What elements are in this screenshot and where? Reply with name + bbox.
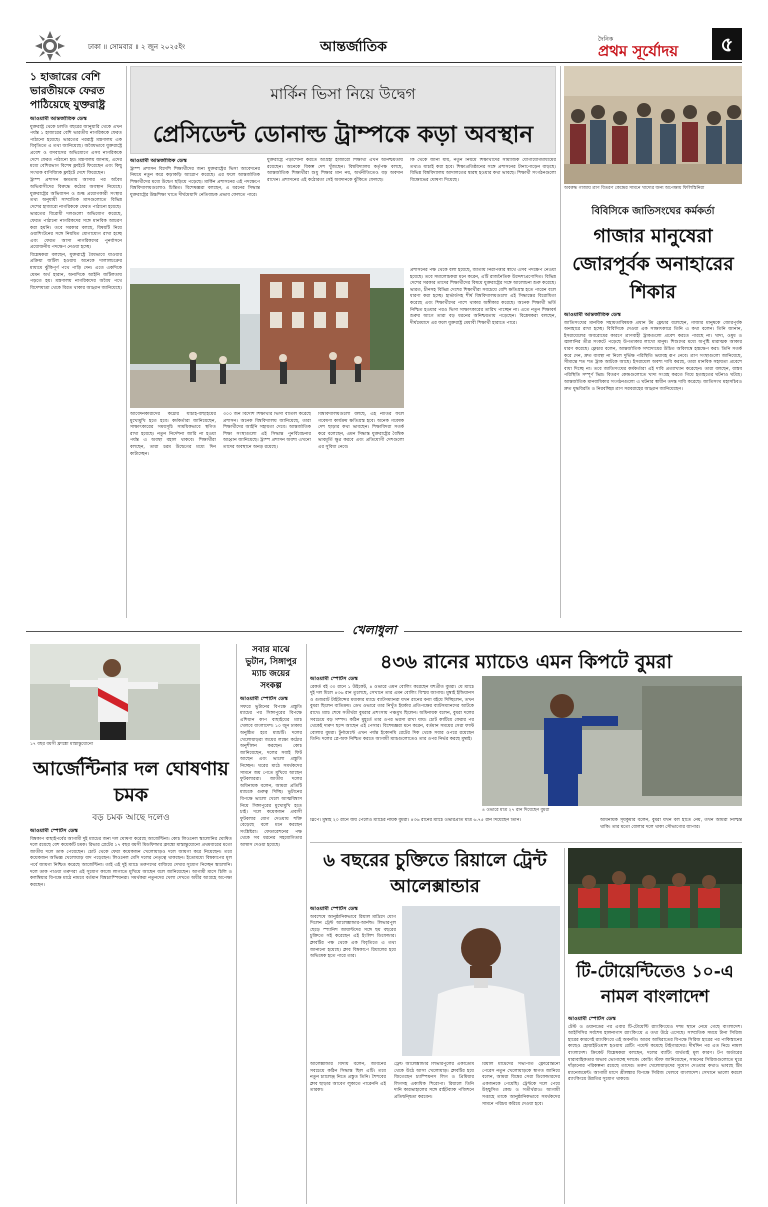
dateline: ঢাকা ॥ সোমবার ॥ ২ জুন ২০২৫ইং bbox=[88, 43, 186, 51]
university-photo bbox=[130, 268, 404, 408]
gaza-photo-caption: অবরুদ্ধ গাজায় ত্রাণ বিতরণ কেন্দ্রের সামনে খাদ্যের জন্য অপেক্ষায় ফিলিস্তিনিরা bbox=[564, 186, 705, 191]
brand-small: দৈনিক bbox=[598, 36, 614, 43]
left-story-para: যুক্তরাষ্ট্র থেকে চলতি বছরের জানুয়ারি থেকে এখন পর্যন্ত ১ হাজারের বেশি ভারতীয় নাগরিককে ফেরত পাঠানো হয়েছে। ভারতের পররাষ্ট্র মন্ত্রণালয় এক বিবৃতিতে এ তথ্য জানিয়েছে। অবৈধভাবে যুক্তরাষ্ট্রে প্রবেশ ও বসবাসের অভিযোগে এসব নাগরিককে দেশে ফেরত পাঠানো হয়। মন্ত্রণালয় জানায়, এদের মধ্যে বেশিরভাগ বিশেষ ফ্লাইটে ফিরেছেন এবং কিছু সংখ্যক বাণিজ্যিক ফ্লাইটে দেশে ফিরেছেন। bbox=[30, 124, 122, 176]
bumrah-body: রেকর্ড বই ৩০ রানে ১ উইকেট, ৪ ওভারে এমন বোলিং করেছেন যশপ্রীত বুমরা। যে ম্যাচে দুই দল মিলে ৪৩৬ রান তুলেছে, সেখানে তার এমন বোলিং বিস্ময় জাগায়। মুম্বাই ইন্ডিয়ানস ও গুজরাট টাইটান্সের মধ্যকার ম্যাচে ব্যাটসম্যানরা যখন রানের বন্যা বইয়ে দিচ্ছিলেন, তখন বুমরা ছিলেন ব্যতিক্রম। ডেথ ওভারে তার নিখুঁত ইয়র্কার প্রতিপক্ষের ব্যাটসম্যানদের আটকে রাখে। ম্যাচ শেষে সতীর্থরা বুমরার প্রশংসায় পঞ্চমুখ ছিলেন। অধিনায়ক বলেন, বুমরা দলের সবচেয়ে বড় সম্পদ। কঠিন মুহূর্তে তার ওপর ভরসা রাখা যায়। চোট কাটিয়ে ফেরার পর থেকেই দারুণ ছন্দে আছেন এই পেসার। বিশেষজ্ঞরা মনে করেন, বর্তমান সময়ের সেরা ফাস্ট বোলার বুমরা। টুর্নামেন্টে এখন পর্যন্ত ইকোনমি রেটের দিক থেকে সবার ওপরে রয়েছেন তিনি। দলের প্লে-অফ নিশ্চিত করতে আগামী ম্যাচগুলোতেও তার ওপর নির্ভর করছে মুম্বাই। bbox=[310, 684, 474, 743]
top-story-long-col: প্রশাসনের পক্ষ থেকে বলা হয়েছে, জাতীয় নিরাপত্তার স্বার্থে এসব পদক্ষেপ নেওয়া হয়েছে। তবে সমালোচকরা মনে করেন, এটি রাজনৈতিক উদ্দেশ্যপ্রণোদিত। বিভিন্ন দেশের সরকার তাদের শিক্ষার্থীদের বিষয়ে যুক্তরাষ্ট্রের সঙ্গে আলোচনা শুরু করেছে। ভারত, চীনসহ বিভিন্ন দেশের শিক্ষার্থীরা সবচেয়ে বেশি ক্ষতিগ্রস্ত হতে পারেন বলে ধারণা করা হচ্ছে। হার্ভার্ডসহ শীর্ষ বিশ্ববিদ্যালয়গুলো এই সিদ্ধান্তের বিরোধিতা করেছে এবং শিক্ষার্থীদের পাশে থাকার অঙ্গীকার করেছে। অনেক শিক্ষার্থী ভর্তি নিশ্চিত হওয়ার পরও ভিসা সাক্ষাৎকারের তারিখ পাচ্ছেন না। এতে নতুন শিক্ষাবর্ষ শুরুর আগে তারা বড় ধরনের অনিশ্চয়তায় পড়েছেন। বিশ্লেষকরা বলছেন, দীর্ঘমেয়াদে এর ফলে যুক্তরাষ্ট্র মেধাবী শিক্ষার্থী হারাতে পারে। bbox=[410, 268, 556, 326]
left-story bbox=[30, 70, 122, 618]
gaza-text bbox=[564, 312, 742, 618]
left-story-headline: ১ হাজারের বেশি ভারতীয়কে ফেরত পাঠিয়েছে যুক্তরাষ্ট্র bbox=[30, 71, 106, 111]
column-divider bbox=[126, 66, 127, 618]
trent-col3: রিয়াল মাদ্রিদের সভাপতি ফ্লোরেন্তিনো পেরেস নতুন খেলোয়াড়কে স্বাগত জানিয়ে বলেন, আমরা বিশ্বের সেরা ডিফেন্ডারদের একজনকে পেয়েছি। ট্রেন্টকে দলে পেয়ে উচ্ছ্বসিত কোচ ও সতীর্থরাও। আগামী সপ্তাহে তাকে আনুষ্ঠানিকভাবে সমর্থকদের সামনে পরিচয় করিয়ে দেওয়া হবে। bbox=[482, 1062, 560, 1107]
bumrah-tail2: অধিনায়ক সূর্যকুমার বলেন, বুমরা যখন বল হাতে নেয়, তখন আমরা নিশ্চিন্ত থাকি। তার মতো বোলার দলে থাকা সৌভাগ্যের ব্যাপার। bbox=[600, 818, 742, 830]
top-story-col3: কি থেকে জানা যায়, নতুন নিয়মে শিক্ষার্থীদের সামাজিক যোগাযোগমাধ্যমের তথ্যও যাচাই করা হবে। শিক্ষাপ্রতিষ্ঠানের সঙ্গে প্রশাসনের টানাপোড়েন বাড়ছে। বিভিন্ন বিশ্ববিদ্যালয় আদালতের দ্বারস্থ হওয়ার কথা ভাবছে। শিক্ষার্থী সংগঠনগুলো বিক্ষোভের ঘোষণা দিয়েছে। bbox=[410, 158, 556, 183]
trent-body: অবশেষে আনুষ্ঠানিকভাবে রিয়াল মাদ্রিদে যোগ দিলেন ট্রেন্ট আলেক্সান্ডার-আর্নল্ড। লিভারপুল ছেড়ে স্প্যানিশ জায়ান্টদের সঙ্গে ছয় বছরের চুক্তিতে সই করেছেন এই ইংলিশ ডিফেন্ডার। ক্লাবটির পক্ষ থেকে এক বিবৃতিতে এ তথ্য জানানো হয়েছে। ক্লাব বিশ্বকাপে রিয়ালের হয়ে অভিষেক হতে পারে তার। bbox=[310, 914, 396, 960]
t20-photo bbox=[568, 848, 742, 954]
gaza-story bbox=[564, 66, 742, 618]
left-story-text bbox=[30, 116, 122, 594]
trent-byline: আওয়ামী স্পোর্টস ডেস্ক bbox=[310, 906, 358, 912]
argentina-subhead: বড় চমক আছে দলেও bbox=[92, 813, 170, 823]
gaza-headline: গাজার মানুষেরা জোরপূর্বক অনাহারের শিকার bbox=[572, 225, 734, 303]
gaza-byline: আওয়ামী আন্তর্জাতিক ডেস্ক bbox=[564, 312, 621, 318]
trent-text bbox=[310, 906, 396, 1042]
bumrah-tail1: স্লিপে। মুম্বাই ২০ রানে জয় পেলেও ম্যাচের নায়ক বুমরা। ৪৩৬ রানের ম্যাচে ওভারপ্রতি মাত্র ৬.৭৫ রান দিয়েছেন তিনি। bbox=[310, 818, 521, 823]
t20-text bbox=[568, 1016, 742, 1204]
top-story-headline: প্রেসিডেন্ট ডোনাল্ড ট্রাম্পকে কড়া অবস্থান bbox=[152, 122, 534, 148]
column-divider bbox=[564, 848, 565, 1204]
column-divider bbox=[236, 644, 237, 1204]
left-story-byline: আওয়ামী আন্তর্জাতিক ডেস্ক bbox=[30, 116, 87, 122]
argentina-text bbox=[30, 828, 232, 1204]
column-divider bbox=[560, 66, 561, 618]
column-divider bbox=[306, 644, 307, 1204]
top-story-lower-col2: ৩০০ জন বিদেশি শিক্ষার্থীর ভিসা বাতিল করেছে প্রশাসন। অনেক বিশ্ববিদ্যালয় জানিয়েছে, তারা শিক্ষার্থীদের আইনি সহায়তা দেবে। আন্তর্জাতিক শিক্ষা সংস্থাগুলো এই সিদ্ধান্ত পুনর্বিবেচনার আহ্বান জানিয়েছে। ট্রাম্প প্রশাসন অবশ্য এখনো তাদের অবস্থানে অনড় রয়েছে। bbox=[223, 412, 311, 450]
top-story-col1-text: ট্রাম্প প্রশাসন বিদেশি শিক্ষার্থীদের জন্য যুক্তরাষ্ট্রের ভিসা আবেদনের নিয়মে নতুন করে কড়াকড়ি আরোপ করেছে। এর ফলে আন্তর্জাতিক শিক্ষার্থীদের মধ্যে উদ্বেগ ছড়িয়ে পড়েছে। মার্কিন প্রশাসনের এই পদক্ষেপে বিশ্ববিদ্যালয়গুলোও চিন্তিত। বিশেষজ্ঞরা বলছেন, এ ধরনের সিদ্ধান্ত যুক্তরাষ্ট্রের উচ্চশিক্ষা খাতে দীর্ঘমেয়াদি নেতিবাচক প্রভাব ফেলতে পারে। bbox=[130, 166, 260, 198]
bhutan-body: সফরে ভুটানের বিপক্ষে প্রস্তুতি ম্যাচের পর সিঙ্গাপুরের বিপক্ষে এশিয়ান কাপ বাছাইয়ের ম্যাচ খেলবে বাংলাদেশ। ১০ জুন ঢাকায় অনুষ্ঠিত হবে ম্যাচটি। দলের খেলোয়াড়রা জয়ের লক্ষ্যে কঠোর অনুশীলন করছেন। কোচ জানিয়েছেন, দলের সবাই ফিট আছেন এবং ভালো প্রস্তুতি নিচ্ছেন। ঘরের মাঠে সমর্থকদের সামনে জয় পেতে মুখিয়ে আছেন ফুটবলাররা। জাতীয় দলের অধিনায়ক বলেন, আমরা প্রতিটি ম্যাচকে গুরুত্ব দিচ্ছি। ভুটানের বিপক্ষে ভালো খেলে আত্মবিশ্বাস নিয়ে সিঙ্গাপুরের মুখোমুখি হতে চাই। দলে কয়েকজন প্রবাসী ফুটবলার যোগ দেওয়ায় শক্তি বেড়েছে বলে মনে করছেন সংশ্লিষ্টরা। ফেডারেশনের পক্ষ থেকে সব ধরনের সহযোগিতার আশ্বাস দেওয়া হয়েছে। bbox=[240, 704, 302, 849]
t20-story bbox=[568, 848, 742, 1204]
argentina-photo-caption: ১৭ বছর বয়সী ফ্রাঙ্কো মাস্তান্তুয়োনো bbox=[30, 742, 93, 747]
top-story-lower-col3: বিশ্ববিদ্যালয়গুলো বলছে, এই নীতির ফলে গবেষণা কার্যক্রম ক্ষতিগ্রস্ত হবে। অনেক গবেষক দেশ ছাড়ার কথা ভাবছেন। শিক্ষাবিদরা সতর্ক করে বলেছেন, এমন সিদ্ধান্ত যুক্তরাষ্ট্রের বৈশ্বিক ভাবমূর্তি ক্ষুণ্ণ করবে এবং প্রতিযোগী দেশগুলো এর সুবিধা নেবে। bbox=[318, 412, 404, 450]
t20-headline: টি-টোয়েন্টিতেও ১০-এ নামল বাংলাদেশ bbox=[576, 962, 734, 1007]
trent-caption-col: আলেক্সান্ডার বিদায় বলেন, জীবনের সবচেয়ে কঠিন সিদ্ধান্ত ছিল এটি। তবে নতুন চ্যালেঞ্জ নিতে প্রস্তুত তিনি। শৈশবের ক্লাব ছাড়ার আবেগ লুকাতে পারেননি এই তারকা। bbox=[310, 1062, 386, 1094]
bhutan-byline: আওয়ামী স্পোর্টস ডেস্ক bbox=[240, 696, 288, 702]
sports-section-title: খেলাধুলা bbox=[344, 622, 404, 642]
masthead bbox=[0, 0, 768, 62]
gaza-kicker: বিবিসিকে জাতিসংঘের কর্মকর্তা bbox=[591, 206, 715, 217]
trent-col2: ট্রেন্ট আলেক্সান্ডার লিভারপুলের একাডেমি থেকে উঠে আসা খেলোয়াড়। ক্লাবটির হয়ে জিতেছেন চ্যাম্পিয়নস লিগ ও প্রিমিয়ার লিগসহ একাধিক শিরোপা। রিয়ালে তিনি দানি কারভাহালের সঙ্গে রাইটব্যাক পজিশনে প্রতিদ্বন্দ্বিতা করবেন। bbox=[394, 1062, 474, 1100]
section-title: আন্তর্জাতিক bbox=[320, 39, 387, 55]
page-number-box bbox=[712, 28, 742, 60]
top-story-col1 bbox=[130, 158, 260, 266]
argentina-headline: আর্জেন্টিনার দল ঘোষণায় চমক bbox=[33, 758, 229, 806]
top-story-kicker: মার্কিন ভিসা নিয়ে উদ্বেগ bbox=[270, 85, 416, 103]
trent-photo bbox=[402, 906, 560, 1056]
bumrah-photo-caption: ৪ ওভারে মাত্র ২৭ রান দিয়েছেন বুমরা bbox=[482, 808, 550, 813]
argentina-byline: আওয়ামী স্পোর্টস ডেস্ক bbox=[30, 828, 78, 834]
left-story-para: বিশ্লেষকরা বলছেন, যুক্তরাষ্ট্রে বৈধভাবে যাওয়ার প্রক্রিয়া জটিল হওয়ায় অনেকে দালালচক্রের মাধ্যমে ঝুঁকিপূর্ণ পথে পাড়ি দেন। এতে একদিকে যেমন অর্থ হারান, অন্যদিকে আইনি জটিলতায় পড়তে হয়। মন্ত্রণালয় নাগরিকদের অবৈধ পথে বিদেশযাত্রা থেকে বিরত থাকার আহ্বান জানিয়েছে। bbox=[30, 252, 122, 291]
brand-name: প্রথম সূর্যোদয় bbox=[598, 42, 679, 60]
bumrah-story bbox=[310, 644, 742, 840]
top-story bbox=[130, 66, 556, 618]
top-story-headline-box bbox=[130, 66, 556, 154]
bumrah-photo bbox=[482, 676, 742, 806]
section-divider bbox=[310, 842, 742, 843]
gaza-photo bbox=[564, 66, 742, 184]
sun-logo-icon bbox=[34, 30, 66, 62]
trent-headline: ৬ বছরের চুক্তিতে রিয়ালে ট্রেন্ট আলেক্সান্ডার bbox=[323, 850, 547, 897]
left-story-para: ভারতের বিরোধী দলগুলো অভিযোগ করেছে, ফেরত পাঠানো নাগরিকদের সঙ্গে মানবিক আচরণ করা হয়নি। তবে সরকার বলছে, বিষয়টি নিয়ে ওয়াশিংটনের সঙ্গে নিয়মিত যোগাযোগ রাখা হচ্ছে এবং ফেরত আসা নাগরিকদের পুনর্বাসনে প্রয়োজনীয় পদক্ষেপ নেওয়া হচ্ছে। bbox=[30, 212, 122, 251]
bhutan-story bbox=[240, 644, 302, 1204]
masthead-rule bbox=[26, 62, 742, 63]
bhutan-headline: সবার মাঝে ভুটান, সিঙ্গাপুর ম্যাচ জয়ের সংকল্প bbox=[245, 645, 297, 691]
trent-story bbox=[310, 848, 560, 1204]
argentina-body: বিশ্বকাপ বাছাইপর্বের আগামী দুই ম্যাচের জন্য দল ঘোষণা করেছে আর্জেন্টিনা। কোচ লিওনেল স্কালোনির ঘোষিত দলে রয়েছে বেশ কয়েকটি চমক। রিভার প্লেটের ১৭ বছর বয়সী মিডফিল্ডার ফ্রাঙ্কো মাস্তান্তুয়োনো প্রথমবারের মতো জাতীয় দলে ডাক পেয়েছেন। চোট থেকে ফেরা কয়েকজন খেলোয়াড়ও দলে জায়গা করে নিয়েছেন। তবে কয়েকজন অভিজ্ঞ খেলোয়াড় বাদ পড়েছেন। লিওনেল মেসি দলের নেতৃত্বে থাকছেন। ইতোমধ্যে বিশ্বকাপের মূল পর্বে জায়গা নিশ্চিত করেছে আর্জেন্টিনা। তাই এই দুই ম্যাচে তরুণদের বাজিয়ে দেখার সুযোগ নিচ্ছেন স্কালোনি। দলে ডাক পাওয়া তরুণরা এই সুযোগ কাজে লাগাতে মুখিয়ে আছেন বলে জানিয়েছেন। আগামী মাসে চিলি ও কলম্বিয়ার বিপক্ষে মাঠে নামবে বর্তমান বিশ্বচ্যাম্পিয়নরা। সমর্থকরা নতুনদের খেলা দেখতে অধীর আগ্রহে অপেক্ষা করছেন। bbox=[30, 836, 232, 888]
bhutan-text bbox=[240, 696, 302, 1196]
top-story-byline: আওয়ামী আন্তর্জাতিক ডেস্ক bbox=[130, 158, 187, 164]
t20-body: টেস্ট ও ওয়ানডের পর এবার টি-টোয়েন্টি র‍্যাংকিংয়েও দশম স্থানে নেমে গেছে বাংলাদেশ। আইসিসির সর্বশেষ হালনাগাদ র‍্যাংকিংয়ে এ তথ্য উঠে এসেছে। সাম্প্রতিক সময়ে টানা সিরিজ হারের কারণেই র‍্যাংকিংয়ে এই অবনতি। আরব আমিরাতের বিপক্ষে সিরিজ হারের পর পাকিস্তানের কাছেও হোয়াইটওয়াশ হওয়ায় রেটিং পয়েন্ট কমেছে টাইগারদের। দীর্ঘদিন পর এত নিচে নামল বাংলাদেশ। ক্রিকেট বিশ্লেষকরা বলছেন, দলের ব্যাটিং ব্যর্থতাই মূল কারণ। টপ অর্ডারের ধারাবাহিকতার অভাব ভোগাচ্ছে দলকে। কোচিং স্টাফ জানিয়েছেন, সামনের সিরিজগুলোতে ঘুরে দাঁড়ানোর পরিকল্পনা রয়েছে তাদের। তরুণ খেলোয়াড়দের সুযোগ দেওয়ার কথাও ভাবছে টিম ম্যানেজমেন্ট। আগামী মাসে শ্রীলঙ্কার বিপক্ষে সিরিজ খেলবে বাংলাদেশ। সেখানে ভালো করলে র‍্যাংকিংয়ে উন্নতির সুযোগ থাকবে। bbox=[568, 1024, 742, 1083]
gaza-body: জাতিসংঘের মানবিক সহায়তাবিষয়ক প্রধান টম ফ্লেচার বলেছেন, গাজার মানুষকে জোরপূর্বক অনাহারে রাখা হচ্ছে। বিবিসিকে দেওয়া এক সাক্ষাৎকারে তিনি এ কথা বলেন। তিনি জানান, ইসরায়েলের অবরোধের কারণে ত্রাণবাহী ট্রাকগুলো প্রবেশ করতে পারছে না। খাদ্য, ওষুধ ও জ্বালানির তীব্র সংকটে পড়েছে উপত্যকার লাখো মানুষ। শিশুদের মধ্যে অপুষ্টি মারাত্মক আকার ধারণ করেছে। ফ্লেচার বলেন, আন্তর্জাতিক সম্প্রদায়ের উচিত অবিলম্বে হস্তক্ষেপ করা। তিনি সতর্ক করে দেন, দ্রুত ব্যবস্থা না নিলে দুর্ভিক্ষ পরিস্থিতি ভয়াবহ রূপ নেবে। ত্রাণ সংস্থাগুলো জানিয়েছে, সীমান্তে শত শত ট্রাক আটকে আছে। ইসরায়েল অবশ্য দাবি করছে, তারা মানবিক সহায়তা প্রবেশে বাধা দিচ্ছে না। তবে জাতিসংঘের কর্মকর্তারা এই দাবি প্রত্যাখ্যান করেছেন। তারা বলছেন, বাস্তব পরিস্থিতি সম্পূর্ণ ভিন্ন। বিতরণ কেন্দ্রগুলোতে খাদ্য সংগ্রহ করতে গিয়ে হতাহতের ঘটনাও ঘটছে। আন্তর্জাতিক মানবাধিকার সংগঠনগুলো এ ঘটনার স্বাধীন তদন্ত দাবি করেছে। জাতিসংঘ মহাসচিবও দ্রুত যুদ্ধবিরতি ও নিরবচ্ছিন্ন ত্রাণ সরবরাহের আহ্বান জানিয়েছেন। bbox=[564, 320, 742, 392]
sports-band bbox=[26, 624, 742, 638]
top-story-lower-col1: আবেদনকারীদের কঠোর যাচাই-বাছাইয়ের মুখোমুখি হতে হবে। কর্মকর্তারা জানিয়েছেন, সাক্ষাৎকারের সময়সূচি সাময়িকভাবে স্থগিত রাখা হয়েছে। নতুন নির্দেশনা জারি না হওয়া পর্যন্ত এ অবস্থা বহাল থাকবে। শিক্ষার্থীরা বলছেন, তারা চরম উদ্বেগের মধ্যে দিন কাটাচ্ছেন। bbox=[130, 412, 216, 457]
t20-byline: আওয়ামী স্পোর্টস ডেস্ক bbox=[568, 1016, 616, 1022]
bumrah-headline: ৪৩৬ রানের ম্যাচেও এমন কিপটে বুমরা bbox=[380, 651, 672, 673]
top-story-col2: যুক্তরাষ্ট্রে পড়াশোনা করতে আগ্রহী হাজারো শিক্ষার্থী এখন অনিশ্চয়তায় রয়েছেন। অনেকে বিকল্প দেশ খুঁজছেন। বিশ্ববিদ্যালয় কর্তৃপক্ষ বলছে, আন্তর্জাতিক শিক্ষার্থীরা শুধু শিক্ষার মান নয়, অর্থনীতিতেও বড় অবদান রাখেন। প্রশাসনের এই কঠোরতা সেই অবদানকে ঝুঁকিতে ফেলছে। bbox=[267, 158, 403, 183]
left-story-para: ট্রাম্প প্রশাসন ক্ষমতায় আসার পর অবৈধ অভিবাসীদের বিরুদ্ধে কঠোর অবস্থান নিয়েছে। যুক্তরাষ্ট্রের অভিবাসন ও শুল্ক প্রয়োগকারী সংস্থার তথ্য অনুযায়ী সাম্প্রতিক মাসগুলোতে বিভিন্ন দেশের হাজারো নাগরিককে ফেরত পাঠানো হয়েছে। bbox=[30, 178, 122, 210]
page-number: ৫ bbox=[720, 32, 734, 56]
argentina-photo bbox=[30, 644, 200, 740]
bumrah-byline: আওয়ামী স্পোর্টস ডেস্ক bbox=[310, 676, 358, 682]
argentina-story bbox=[30, 644, 232, 1204]
bumrah-text bbox=[310, 676, 474, 804]
